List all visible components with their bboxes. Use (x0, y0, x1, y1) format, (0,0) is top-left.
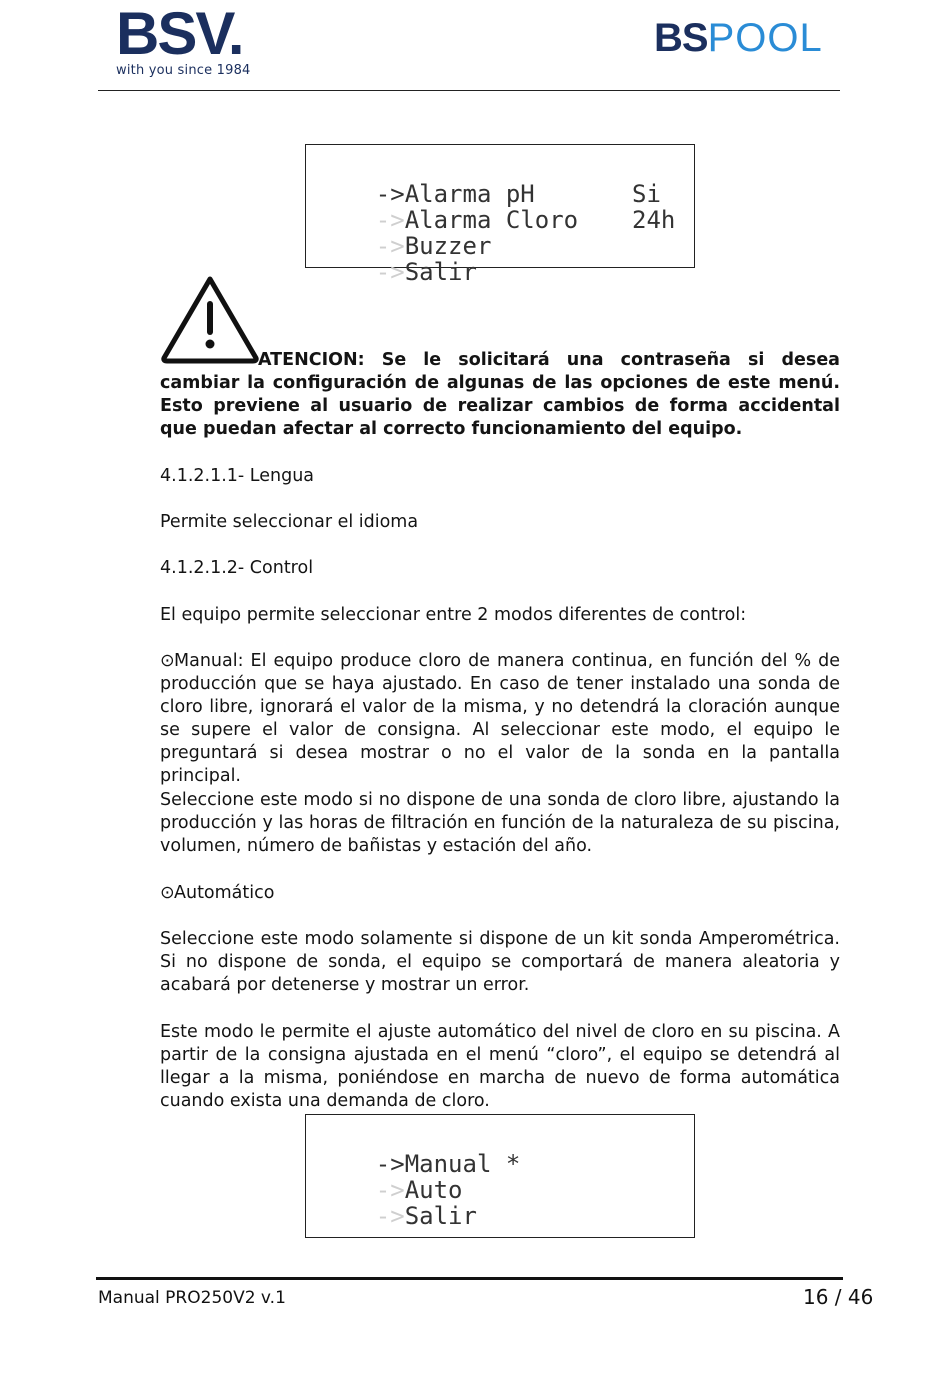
lcd-label: Alarma pH (404, 180, 535, 208)
lcd-arrow: -> (375, 232, 405, 260)
lcd-alarm-menu (305, 144, 695, 286)
bsv-logo-text: BSV. (116, 0, 243, 67)
lcd-mode-menu (305, 1114, 695, 1238)
lcd-arrow: -> (375, 180, 405, 208)
lcd-alarm-row (318, 155, 535, 208)
lcd-label: Manual * (404, 1150, 521, 1178)
lengua-description: Permite seleccionar el idioma (160, 512, 419, 532)
auto-mode-label (160, 882, 840, 905)
bspool-logo-bs: BS (654, 16, 708, 60)
lcd-label: Buzzer (404, 232, 492, 260)
bsv-logo (116, 0, 251, 78)
control-intro: El equipo permite seleccionar entre 2 modos diferentes de control: (160, 605, 747, 625)
lcd-arrow: -> (375, 1202, 405, 1230)
manual-mode-advice: Seleccione este modo si no dispone de una sonda de cloro libre, ajustando la producción y las horas de filtración en función de la naturaleza de su piscina, volumen, número de bañistas y estación del año. (160, 790, 840, 856)
lcd-label: Salir (404, 1202, 477, 1230)
warning-text: ATENCION: Se le solicitará una contraseña si desea cambiar la configuración de algunas de las opciones de este menú. Esto previene al usuario de realizar cambios de forma accidental que puedan afectar al correcto funcionamiento del equipo. (160, 350, 840, 439)
section-heading-lengua: 4.1.2.1.1- Lengua (160, 466, 315, 486)
lcd-arrow: -> (375, 1176, 405, 1204)
auto-mode-advice: Seleccione este modo solamente si dispone de un kit sonda Amperométrica. Si no dispone de sonda, el equipo se comportará de manera aleatoria y acabará por detenerse y mostrar un error. (160, 929, 840, 995)
lcd-alarm-row (318, 181, 579, 234)
footer-divider (96, 1277, 843, 1280)
lcd-label: Alarma Cloro (404, 206, 579, 234)
bspool-logo (654, 16, 823, 60)
bullet-circle-icon: ⊙ (160, 651, 175, 671)
bspool-logo-pool: POOL (707, 16, 823, 60)
warning-paragraph (160, 349, 840, 441)
manual-mode-text: Manual: El equipo produce cloro de manera continua, en función del % de producción que se haya ajustado. En caso de tener instalado una sonda de cloro libre, ignorará el valor de la misma, y no detendrá la cloración aunque se supere el valor de consigna. Al seleccionar este modo, el equipo le preguntará si desea mostrar o no el valor de la sonda en la pantalla principal. (160, 651, 840, 786)
lcd-value: 24h (632, 206, 676, 234)
manual-mode-paragraph (160, 650, 840, 788)
lcd-mode-row (318, 1151, 463, 1204)
section-heading-control: 4.1.2.1.2- Control (160, 558, 314, 578)
auto-mode-detail: Este modo le permite el ajuste automático del nivel de cloro en su piscina. A partir de la consigna ajustada en el menú “cloro”, el equipo se detendrá al llegar a la misma, poniéndose en marcha de nuevo de forma automática cuando exista una demanda de cloro. (160, 1022, 840, 1111)
lcd-arrow: -> (375, 1150, 405, 1178)
footer-page-number: 16 / 46 (803, 1285, 874, 1309)
lcd-mode-row (318, 1125, 521, 1178)
bsv-logo-tagline: with you since 1984 (116, 63, 251, 78)
lcd-arrow: -> (375, 258, 405, 286)
footer-doc-title: Manual PRO250V2 v.1 (98, 1288, 286, 1308)
bullet-circle-icon: ⊙ (160, 883, 175, 903)
lcd-alarm-row (318, 233, 477, 286)
lcd-arrow: -> (375, 206, 405, 234)
header-divider (98, 90, 840, 91)
lcd-value: Si (632, 180, 661, 208)
auto-mode-text: Automático (174, 883, 275, 903)
lcd-label: Salir (404, 258, 477, 286)
lcd-mode-row (318, 1177, 477, 1230)
lcd-label: Auto (404, 1176, 463, 1204)
lcd-alarm-row (318, 207, 492, 260)
